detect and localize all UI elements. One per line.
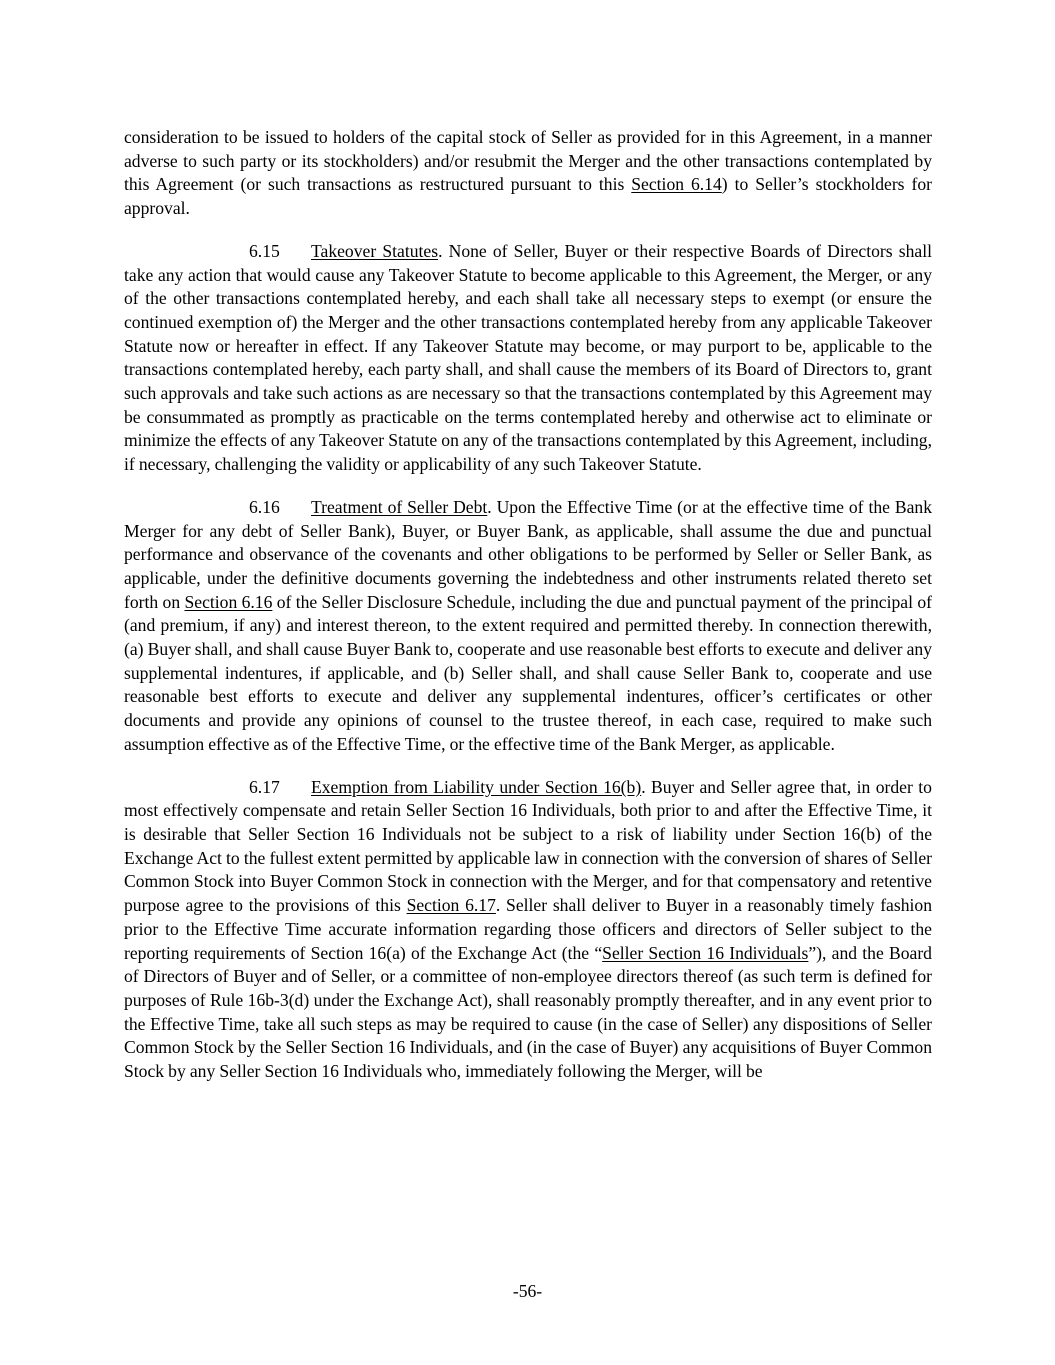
continuation-text-a: consideration to be issued to holders of the capital stock of Seller as provided for in this Agreement, in a manner adverse to such party or its stockholders) and/or resubmit the Merger and the other transactions contemplated by this Agreement (or such transactions as restructured pursuant to this [124, 127, 932, 195]
section-heading: Exemption from Liability under Section 16(b) [311, 776, 642, 797]
section-6-14-reference: Section 6.14 [631, 174, 722, 195]
section-number: 6.16 [249, 496, 280, 517]
defined-term: Seller Section 16 Individuals [602, 942, 809, 963]
section-heading: Treatment of Seller Debt [311, 496, 488, 517]
continuation-text-b: ) to Seller’s stockholders for approval. [124, 174, 932, 219]
section-body-c: ”), and the Board of Directors of Buyer and of Seller, or a committee of non-employee directors thereof (as such term is defined for purposes of Rule 16b-3(d) under the Exchange Act), shall reasonably promptly thereafter, and in any event prior to the Effective Time, take all such steps as may be required to cause (in the case of Seller) any dispositions of Seller Common Stock by the Seller Section 16 Individuals, and (in the case of Buyer) any acquisitions of Buyer Common Stock by any Seller Section 16 Individuals who, immediately following the Merger, will be [124, 942, 932, 1082]
page-number: -56- [512, 1281, 543, 1301]
section-6-17-reference: Section 6.17 [406, 895, 496, 916]
section-body-b: . Seller shall deliver to Buyer in a reasonably timely fashion prior to the Effective Time accurate information regarding those officers and directors of Seller subject to the reporting requirements of Section 16(a) of the Exchange Act (the “ [124, 895, 932, 963]
section-6-16 [124, 496, 932, 757]
section-number: 6.15 [249, 240, 280, 261]
section-body-b: of the Seller Disclosure Schedule, including the due and punctual payment of the principal of (and premium, if any) and interest thereon, to the extent required and permitted thereby. In connection therewith, (a) Buyer shall, and shall cause Buyer Bank to, cooperate and use reasonable best efforts to execute and deliver any supplemental indentures, if applicable, and (b) Seller shall, and shall cause Seller Bank to, cooperate and use reasonable best efforts to execute and deliver any supplemental indentures, officer’s certificates or other documents and provide any opinions of counsel to the trustee thereof, in each case, required to make such assumption effective as of the Effective Time, or the effective time of the Bank Merger, as applicable. [124, 591, 932, 754]
section-6-17 [124, 776, 932, 1084]
section-body-a: . Buyer and Seller agree that, in order to most effectively compensate and retain Seller Section 16 Individuals, both prior to and after the Effective Time, it is desirable that Seller Section 16 Individuals not be subject to a risk of liability under Section 16(b) of the Exchange Act to the fullest extent permitted by applicable law in connection with the conversion of shares of Seller Common Stock into Buyer Common Stock in connection with the Merger, and for that compensatory and retentive purpose agree to the provisions of this [124, 776, 932, 916]
section-body-a: . Upon the Effective Time (or at the effective time of the Bank Merger for any debt of Seller Bank), Buyer, or Buyer Bank, as applicable, shall assume the due and punctual performance and observance of the covenants and other obligations to be performed by Seller or Seller Bank, as applicable, under the definitive documents governing the indebtedness and other instruments related thereto set forth on [124, 496, 932, 612]
section-6-15 [124, 240, 932, 477]
document-page [124, 126, 932, 1103]
section-6-16-reference: Section 6.16 [184, 591, 273, 612]
continuation-paragraph [124, 126, 932, 221]
section-body: . None of Seller, Buyer or their respective Boards of Directors shall take any action that would cause any Takeover Statute to become applicable to this Agreement, the Merger, or any of the other transactions contemplated hereby, and each shall take all necessary steps to exempt (or ensure the continued exemption of) the Merger and the other transactions contemplated hereby from any applicable Takeover Statute now or hereafter in effect. If any Takeover Statute may become, or may purport to be, applicable to the transactions contemplated hereby, each party shall, and shall cause the members of its Board of Directors to, grant such approvals and take such actions as are necessary so that the transactions contemplated by this Agreement may be consummated as promptly as practicable on the terms contemplated hereby and otherwise act to eliminate or minimize the effects of any Takeover Statute on any of the transactions contemplated by this Agreement, including, if necessary, challenging the validity or applicability of any such Takeover Statute. [124, 240, 932, 475]
section-heading: Takeover Statutes [311, 240, 439, 261]
section-number: 6.17 [249, 776, 280, 797]
